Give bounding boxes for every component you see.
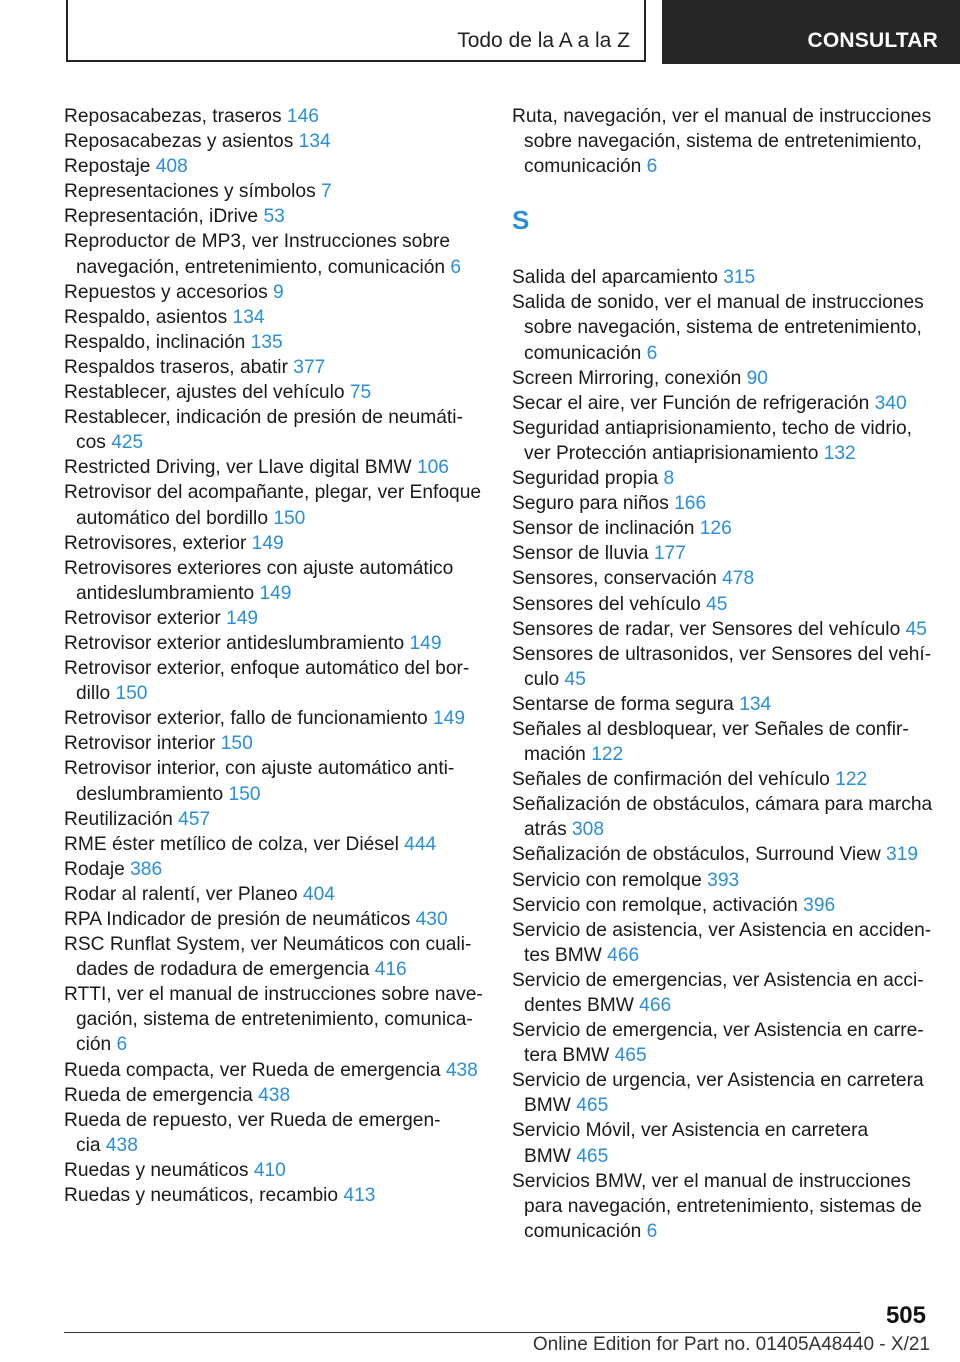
index-entry-text: deslumbramiento xyxy=(76,783,229,805)
index-entry-text: RME éster metílico de colza, ver Diésel xyxy=(64,833,405,855)
index-entry-text: Rodar al ralentí, ver Planeo xyxy=(64,883,303,905)
index-entry xyxy=(64,631,494,656)
index-entry-text: Repuestos y accesorios xyxy=(64,281,274,303)
index-entry xyxy=(512,692,932,717)
index-entry-text: gación, sistema de entretenimiento, comunica- xyxy=(76,1009,473,1031)
index-entry-text: Rueda de emergencia xyxy=(64,1084,259,1106)
index-entry xyxy=(512,104,932,179)
index-entry xyxy=(64,455,494,480)
index-entry-text: sobre navegación, sistema de entretenimiento, xyxy=(524,317,922,339)
index-entry-text: Servicio de urgencia, ver Asistencia en carretera xyxy=(512,1070,924,1092)
index-entry-text: ción xyxy=(76,1034,117,1056)
index-entry xyxy=(512,617,932,642)
index-entry-text: Screen Mirroring, conexión xyxy=(512,367,747,389)
index-page-link[interactable]: 177 xyxy=(653,543,686,565)
index-entry xyxy=(64,1108,494,1158)
index-page-link[interactable]: 6 xyxy=(116,1034,128,1056)
index-entry xyxy=(512,491,932,516)
index-page-link[interactable]: 430 xyxy=(415,909,448,930)
index-entry xyxy=(512,792,932,842)
index-entry-text: Servicios BMW, ver el manual de instrucciones xyxy=(512,1170,911,1192)
index-page-link[interactable]: 408 xyxy=(155,156,188,178)
index-entry-text: sobre navegación, sistema de entretenimiento, xyxy=(524,131,922,153)
index-entry-text: culo xyxy=(524,668,565,690)
index-entry xyxy=(512,516,932,541)
index-page-link[interactable]: 438 xyxy=(445,1059,478,1081)
index-entry xyxy=(64,1183,494,1208)
index-page-link[interactable]: 150 xyxy=(220,733,253,755)
index-page-link[interactable]: 315 xyxy=(723,267,756,289)
index-group-s xyxy=(512,265,932,1244)
index-page-link[interactable]: 413 xyxy=(343,1185,376,1207)
index-entry-text: Ruedas y neumáticos xyxy=(64,1159,254,1181)
index-entry-text: Servicio con remolque xyxy=(512,869,708,891)
index-entry xyxy=(64,882,494,907)
index-entry xyxy=(512,642,932,692)
index-entry-text: Señales al desbloquear, ver Señales de confir- xyxy=(512,718,909,740)
footer-divider xyxy=(64,1332,860,1333)
index-page-link[interactable]: 132 xyxy=(823,442,856,464)
index-entry xyxy=(64,932,494,982)
index-entry-text: Sensor de inclinación xyxy=(512,518,700,540)
index-entry-text: Secar el aire, ver Función de refrigeración xyxy=(512,392,875,414)
index-entry-text: tera BMW xyxy=(524,1045,615,1067)
index-entry-text: RSC Runflat System, ver Neumáticos con cuali- xyxy=(64,934,472,956)
index-page-link[interactable]: 465 xyxy=(576,1145,609,1167)
index-page-link[interactable]: 8 xyxy=(663,468,675,490)
index-page-link[interactable]: 466 xyxy=(639,995,672,1016)
index-entry xyxy=(64,330,494,355)
index-page-link[interactable]: 416 xyxy=(374,959,407,981)
index-entry-text: RPA Indicador de presión de neumáticos xyxy=(64,909,416,930)
index-entry-text: BMW xyxy=(524,1095,577,1117)
index-entry xyxy=(64,807,494,832)
index-entry xyxy=(512,893,932,918)
tab-consultar[interactable] xyxy=(662,0,960,64)
index-entry-text: Salida de sonido, ver el manual de instrucciones xyxy=(512,292,924,314)
index-entry-text: Restablecer, indicación de presión de neumáti- xyxy=(64,407,463,429)
index-entry-text: dades de rodadura de emergencia xyxy=(76,959,375,981)
index-page-link[interactable]: 308 xyxy=(572,819,605,841)
index-page-link[interactable]: 438 xyxy=(105,1134,138,1156)
index-entry xyxy=(64,706,494,731)
tab-section-index[interactable] xyxy=(66,0,646,62)
index-entry-text: Servicio de emergencias, ver Asistencia en acci- xyxy=(512,969,924,991)
index-entry-text: cos xyxy=(76,432,112,454)
index-entry xyxy=(64,380,494,405)
index-page-link[interactable]: 444 xyxy=(404,833,437,855)
index-entry-text: Repostaje xyxy=(64,156,156,178)
index-page-link[interactable]: 6 xyxy=(646,342,658,364)
index-entry xyxy=(64,606,494,631)
index-entry-text: Sensor de lluvia xyxy=(512,543,654,565)
index-entry xyxy=(512,466,932,491)
index-page-link[interactable]: 457 xyxy=(178,808,211,830)
index-page-link[interactable]: 6 xyxy=(646,156,658,178)
index-page-link[interactable]: 150 xyxy=(115,683,148,705)
index-page-link[interactable]: 126 xyxy=(699,518,732,540)
footer-edition: Online Edition for Part no. 01405A48440 - X/21 xyxy=(532,1334,930,1355)
index-entry xyxy=(512,1118,932,1168)
index-entry xyxy=(64,179,494,204)
index-page-link[interactable]: 438 xyxy=(258,1084,291,1106)
index-entry xyxy=(64,1158,494,1183)
index-page-link[interactable]: 134 xyxy=(739,693,772,715)
index-entry xyxy=(64,907,494,932)
index-group-r-continued xyxy=(512,104,932,179)
index-page-link[interactable]: 404 xyxy=(302,883,335,905)
index-entry xyxy=(64,129,494,154)
index-entry-text: Sensores, conservación xyxy=(512,568,723,590)
index-page-link[interactable]: 53 xyxy=(263,206,285,228)
index-entry xyxy=(512,416,932,466)
index-entry xyxy=(64,556,494,606)
index-page-link[interactable]: 75 xyxy=(349,382,372,404)
index-entry-text: ver Protección antiaprisionamiento xyxy=(524,442,824,464)
index-entry xyxy=(512,717,932,767)
index-page-link[interactable]: 149 xyxy=(409,632,442,654)
index-column-left xyxy=(64,104,494,1208)
index-page-link[interactable]: 149 xyxy=(226,607,259,629)
index-page-link[interactable]: 90 xyxy=(746,367,768,389)
index-entry-text: Salida del aparcamiento xyxy=(512,267,724,289)
index-page-link[interactable]: 7 xyxy=(321,181,332,203)
index-entry-text: Sentarse de forma segura xyxy=(512,693,740,715)
index-entry xyxy=(512,592,932,617)
index-page-link[interactable]: 386 xyxy=(130,858,163,880)
index-entry-text: mación xyxy=(524,744,592,766)
index-entry xyxy=(64,1058,494,1083)
index-entry xyxy=(512,541,932,566)
index-page-link[interactable]: 134 xyxy=(298,131,331,153)
index-page-link[interactable]: 6 xyxy=(646,1220,658,1242)
index-entry xyxy=(512,868,932,893)
index-entry-text: Reposacabezas, traseros xyxy=(64,106,287,127)
index-page-link[interactable]: 122 xyxy=(591,744,624,766)
index-entry-text: Servicio de emergencia, ver Asistencia en carre- xyxy=(512,1020,924,1042)
index-entry xyxy=(512,767,932,792)
index-entry xyxy=(64,656,494,706)
index-page-link[interactable]: 410 xyxy=(253,1159,286,1181)
index-entry-text: Retrovisor exterior, enfoque automático del bor- xyxy=(64,658,470,680)
index-page-link[interactable]: 377 xyxy=(293,356,326,378)
index-entry-text: Sensores de ultrasonidos, ver Sensores del vehí- xyxy=(512,643,932,665)
index-entry-text: Retrovisor interior, con ajuste automático anti- xyxy=(64,758,455,780)
index-entry-text: cia xyxy=(76,1134,106,1156)
index-entry xyxy=(64,480,494,530)
index-entry-text: Señalización de obstáculos, cámara para marcha xyxy=(512,794,933,816)
index-entry xyxy=(64,832,494,857)
index-entry-text: para navegación, entretenimiento, sistemas de xyxy=(524,1195,922,1217)
index-page-link[interactable]: 149 xyxy=(433,708,466,730)
index-entry-text: Retrovisores, exterior xyxy=(64,532,252,554)
index-entry-text: Retrovisor interior xyxy=(64,733,221,755)
index-entry-text: atrás xyxy=(524,819,572,841)
index-entry-text: Seguro para niños xyxy=(512,493,675,515)
index-entry-text: tes BMW xyxy=(524,944,608,966)
index-entry-text: Rueda compacta, ver Rueda de emergencia xyxy=(64,1059,446,1081)
index-entry-text: BMW xyxy=(524,1145,577,1167)
index-entry xyxy=(512,265,932,290)
index-page-link[interactable]: 149 xyxy=(251,532,284,554)
index-page-link[interactable]: 166 xyxy=(674,493,707,515)
index-entry-text: dentes BMW xyxy=(524,995,640,1016)
index-entry-text: RTTI, ver el manual de instrucciones sobre nave- xyxy=(64,984,483,1006)
index-entry xyxy=(64,229,494,279)
index-entry xyxy=(512,842,932,867)
index-entry xyxy=(512,391,932,416)
index-entry-text: Servicio de asistencia, ver Asistencia en acciden- xyxy=(512,919,932,941)
index-entry-text: Retrovisor exterior, fallo de funcionamiento xyxy=(64,708,434,730)
index-entry-text: Ruta, navegación, ver el manual de instrucciones xyxy=(512,106,932,127)
index-entry xyxy=(512,1169,932,1244)
page-number: 505 xyxy=(885,1302,926,1329)
index-entry xyxy=(64,531,494,556)
index-page-link[interactable]: 135 xyxy=(250,331,283,353)
index-page-link[interactable]: 6 xyxy=(450,256,462,278)
index-page-link[interactable]: 465 xyxy=(576,1095,609,1117)
index-entry-text: comunicación xyxy=(524,1220,647,1242)
index-entry-text: comunicación xyxy=(524,156,647,178)
index-entry xyxy=(512,1018,932,1068)
page-header xyxy=(0,0,960,64)
index-page-link[interactable]: 319 xyxy=(886,844,919,866)
index-entry xyxy=(64,104,494,129)
index-entry-text: Representaciones y símbolos xyxy=(64,181,322,203)
index-entry xyxy=(64,982,494,1057)
index-entry xyxy=(64,1083,494,1108)
index-entry-text: Respaldo, asientos xyxy=(64,306,233,328)
index-entry-text: Servicio con remolque, activación xyxy=(512,894,804,916)
index-entry-text: Seguridad antiaprisionamiento, techo de vidrio, xyxy=(512,417,912,439)
index-entry xyxy=(512,968,932,1018)
index-entry-text: Ruedas y neumáticos, recambio xyxy=(64,1185,344,1207)
index-entry-text: Respaldo, inclinación xyxy=(64,331,251,353)
index-page-link[interactable]: 149 xyxy=(259,582,292,604)
index-entry-text: Reutilización xyxy=(64,808,179,830)
index-entry-text: Restricted Driving, ver Llave digital BMW xyxy=(64,457,417,479)
tab-consultar-label: CONSULTAR xyxy=(807,29,938,52)
index-page-link[interactable]: 340 xyxy=(874,392,907,414)
index-page-link[interactable]: 9 xyxy=(273,281,284,303)
index-entry-text: Retrovisor exterior antideslumbramiento xyxy=(64,632,410,654)
index-page-link[interactable]: 45 xyxy=(564,668,586,690)
index-entry-text: Representación, iDrive xyxy=(64,206,264,228)
index-page-link[interactable]: 466 xyxy=(607,944,640,966)
tab-section-label: Todo de la A a la Z xyxy=(457,29,630,52)
index-entry xyxy=(64,280,494,305)
index-page-link[interactable]: 396 xyxy=(803,894,836,916)
index-page-link[interactable]: 134 xyxy=(232,306,265,328)
index-entry-text: navegación, entretenimiento, comunicación xyxy=(76,256,451,278)
index-entry-text: Reposacabezas y asientos xyxy=(64,131,299,153)
index-page-link[interactable]: 150 xyxy=(228,783,261,805)
index-entry-text: Retrovisor exterior xyxy=(64,607,227,629)
index-entry xyxy=(64,857,494,882)
index-entry-text: Servicio Móvil, ver Asistencia en carretera xyxy=(512,1120,869,1142)
index-entry-text: Señales de confirmación del vehículo xyxy=(512,769,836,791)
index-entry xyxy=(64,405,494,455)
index-page-link[interactable]: 478 xyxy=(722,568,755,590)
index-entry xyxy=(64,154,494,179)
index-page-link[interactable]: 146 xyxy=(286,106,319,127)
index-entry-text: Restablecer, ajustes del vehículo xyxy=(64,382,350,404)
index-page-link[interactable]: 393 xyxy=(707,869,740,891)
index-entry-text: Retrovisor del acompañante, plegar, ver Enfoque xyxy=(64,482,482,504)
index-entry xyxy=(512,566,932,591)
index-entry-text: automático del bordillo xyxy=(76,507,274,529)
index-entry-text: antideslumbramiento xyxy=(76,582,260,604)
index-entry xyxy=(64,305,494,330)
index-entry-text: dillo xyxy=(76,683,116,705)
index-page-link[interactable]: 465 xyxy=(614,1045,647,1067)
index-entry-text: Rodaje xyxy=(64,858,131,880)
index-entry-text: Respaldos traseros, abatir xyxy=(64,356,294,378)
index-entry xyxy=(64,731,494,756)
index-page-link[interactable]: 150 xyxy=(273,507,306,529)
index-entry-text: Retrovisores exteriores con ajuste automático xyxy=(64,557,454,579)
index-entry xyxy=(512,290,932,365)
index-entry xyxy=(512,918,932,968)
index-page-link[interactable]: 425 xyxy=(111,432,144,454)
index-entry xyxy=(64,756,494,806)
index-column-right xyxy=(512,104,932,1244)
index-entry xyxy=(512,1068,932,1118)
index-entry xyxy=(64,204,494,229)
index-entry xyxy=(64,355,494,380)
index-page-link[interactable]: 45 xyxy=(706,593,728,615)
index-entry-text: Seguridad propia xyxy=(512,468,664,490)
section-letter: S xyxy=(512,205,530,236)
index-entry-text: Sensores del vehículo xyxy=(512,593,707,615)
index-entry-text: comunicación xyxy=(524,342,647,364)
index-page-link[interactable]: 45 xyxy=(905,618,927,640)
index-entry xyxy=(512,366,932,391)
index-entry-text: Señalización de obstáculos, Surround View xyxy=(512,844,887,866)
index-page-link[interactable]: 106 xyxy=(416,457,449,479)
index-entry-text: Sensores de radar, ver Sensores del vehículo xyxy=(512,618,906,640)
index-entry-text: Reproductor de MP3, ver Instrucciones sobre xyxy=(64,231,451,253)
index-entry-text: Rueda de repuesto, ver Rueda de emergen- xyxy=(64,1109,441,1131)
index-page-link[interactable]: 122 xyxy=(835,769,868,791)
